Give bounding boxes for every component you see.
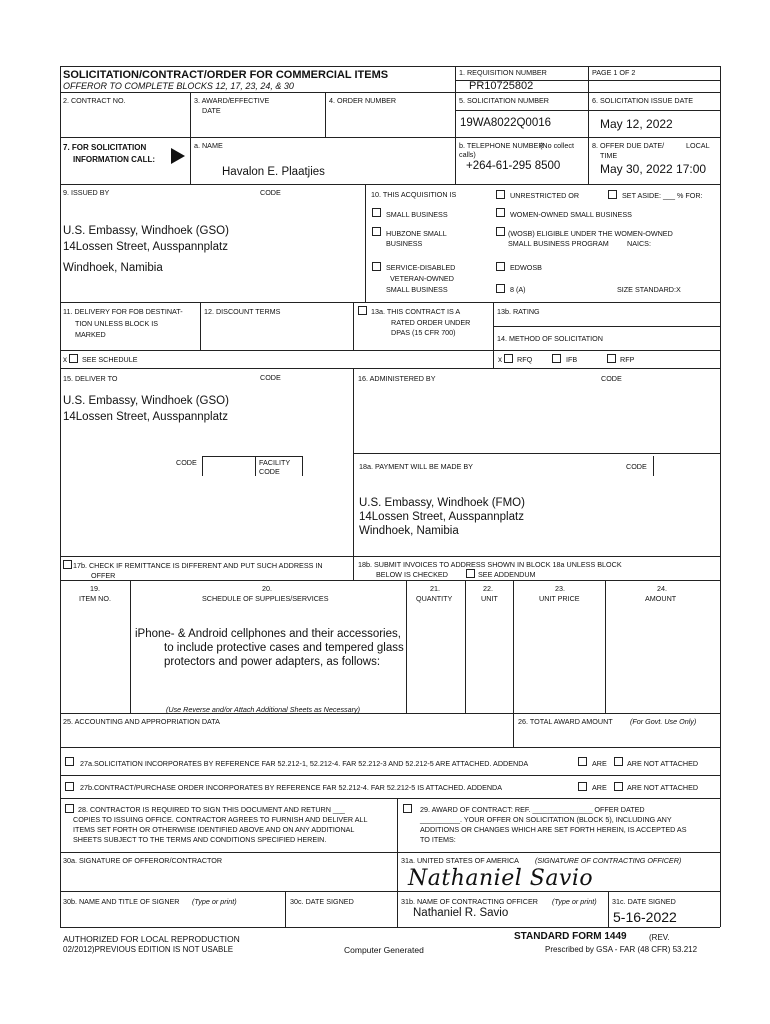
page-label: PAGE 1 OF 2 [592, 68, 636, 77]
administered-label: 16. ADMINISTERED BY [358, 374, 436, 383]
contact-phone: +264-61-295 8500 [466, 160, 561, 172]
ifb-checkbox[interactable] [552, 354, 561, 363]
28-line-2: COPIES TO ISSUING OFFICE. CONTRACTOR AGREES TO FURNISH AND DELIVER ALL [73, 815, 368, 824]
footer-sf: STANDARD FORM 1449 [514, 931, 627, 942]
rule [493, 302, 494, 368]
item-description-3: protectors and power adapters, as follows: [164, 656, 381, 668]
requisition-label: 1. REQUISITION NUMBER [459, 68, 547, 77]
see-schedule-label: SEE SCHEDULE [82, 355, 138, 364]
invoices-label-2: BELOW IS CHECKED [376, 570, 448, 579]
hubzone-label: HUBZONE SMALL [386, 229, 447, 238]
rule [60, 66, 720, 67]
29-line-1: 29. AWARD OF CONTRACT: REF. _______________ OFFER DATED [420, 805, 645, 814]
27a-not-checkbox[interactable] [614, 757, 623, 766]
29-line-3: ADDITIONS OR CHANGES WHICH ARE SET FORTH HEREIN, IS ACCEPTED AS [420, 825, 687, 834]
rule [60, 580, 720, 581]
rule [493, 326, 720, 327]
women-owned-checkbox[interactable] [496, 208, 505, 217]
date-signed-30c-label: 30c. DATE SIGNED [290, 897, 354, 906]
ifb-label: IFB [566, 355, 578, 364]
rfp-checkbox[interactable] [607, 354, 616, 363]
due-date-label-2: TIME [600, 151, 618, 160]
sdvosb-label: SERVICE-DISABLED [386, 263, 456, 272]
payment-line-2: 14Lossen Street, Ausspannplatz [359, 511, 524, 523]
hubzone-label-2: BUSINESS [386, 239, 423, 248]
phone-label-b: (No collect [540, 141, 574, 150]
27b-not-checkbox[interactable] [614, 782, 623, 791]
small-business-checkbox[interactable] [372, 208, 381, 217]
8a-label: 8 (A) [510, 285, 526, 294]
contact-name: Havalon E. Plaatjies [222, 166, 325, 178]
col-unit-num: 22. [483, 584, 493, 593]
rule [60, 891, 720, 892]
delivery-fob-label-2: TION UNLESS BLOCK IS [75, 319, 159, 328]
set-aside-checkbox[interactable] [608, 190, 617, 199]
sdvosb-label-3: SMALL BUSINESS [386, 285, 448, 294]
29-line-4: TO ITEMS: [420, 835, 456, 844]
rule [60, 747, 720, 748]
col-item-num: 19. [90, 584, 100, 593]
rule [60, 368, 720, 369]
rule [353, 368, 354, 580]
27b-are-checkbox[interactable] [578, 782, 587, 791]
deliver-line-1: U.S. Embassy, Windhoek (GSO) [63, 395, 229, 407]
contracting-officer-signature: Nathaniel Savio [408, 866, 594, 891]
deliver-line-2: 14Lossen Street, Ausspannplatz [63, 411, 228, 423]
27a-are-label: ARE [592, 759, 607, 768]
award-date-label: 3. AWARD/EFFECTIVE [194, 96, 270, 105]
delivery-fob-label: 11. DELIVERY FOR FOB DESTINAT- [63, 307, 183, 316]
discount-terms-label: 12. DISCOUNT TERMS [204, 307, 281, 316]
rule [60, 713, 720, 714]
contract-no-label: 2. CONTRACT NO. [63, 96, 126, 105]
issue-date: May 12, 2022 [600, 117, 673, 131]
info-call-label-2: INFORMATION CALL: [73, 155, 156, 164]
col-unit-price-label: UNIT PRICE [539, 594, 580, 603]
facility-label-2: CODE [259, 467, 280, 476]
accounting-label: 25. ACCOUNTING AND APPROPRIATION DATA [63, 717, 220, 726]
rule [325, 92, 326, 137]
rated-order-label: 13a. THIS CONTRACT IS A [371, 307, 461, 316]
signer-name-label: 30b. NAME AND TITLE OF SIGNER [63, 897, 180, 906]
28-line-3: ITEMS SET FORTH OR OTHERWISE IDENTIFIED ABOVE AND ON ANY ADDITIONAL [73, 825, 355, 834]
see-schedule-mark: x [63, 355, 67, 364]
col-unit-price-num: 23. [555, 584, 565, 593]
payment-line-1: U.S. Embassy, Windhoek (FMO) [359, 497, 525, 509]
col-amount-num: 24. [657, 584, 667, 593]
unrestricted-label: UNRESTRICTED OR [510, 191, 580, 200]
order-number-label: 4. ORDER NUMBER [329, 96, 397, 105]
phone-label-2: calls) [459, 150, 476, 159]
rule [202, 456, 203, 476]
deliver-code-label-2: CODE [176, 458, 197, 467]
rule [605, 580, 606, 713]
due-date-label-b: LOCAL [686, 141, 710, 150]
info-call-label: 7. FOR SOLICITATION [63, 143, 147, 152]
deliver-code-label: CODE [260, 373, 281, 382]
rule [353, 453, 720, 454]
total-award-label: 26. TOTAL AWARD AMOUNT [518, 717, 613, 726]
rule [653, 456, 654, 476]
28-line-4: SHEETS SUBJECT TO THE TERMS AND CONDITIONS SPECIFIED HEREIN. [73, 835, 327, 844]
issued-code-label: CODE [260, 188, 281, 197]
rule [60, 137, 720, 138]
phone-label: b. TELEPHONE NUMBER [459, 141, 544, 150]
due-date-label: 8. OFFER DUE DATE/ [592, 141, 665, 150]
edwosb-label: EDWOSB [510, 263, 542, 272]
rule [60, 775, 720, 776]
form-subtitle: OFFEROR TO COMPLETE BLOCKS 12, 17, 23, 24, & 30 [63, 81, 294, 91]
wosb-label: (WOSB) ELIGIBLE UNDER THE WOMEN-OWNED [508, 229, 673, 238]
col-item-label: ITEM NO. [79, 594, 111, 603]
footer-prescribed: Prescribed by GSA - FAR (48 CFR) 53.212 [545, 945, 698, 954]
rule [60, 350, 720, 351]
27b-checkbox[interactable] [65, 782, 74, 791]
rule [285, 891, 286, 927]
sdvosb-checkbox[interactable] [372, 262, 381, 271]
solicitation-number-label: 5. SOLICITATION NUMBER [459, 96, 549, 105]
remittance-label-2: OFFER [91, 571, 116, 580]
payment-line-3: Windhoek, Namibia [359, 525, 459, 537]
27a-label: 27a.SOLICITATION INCORPORATES BY REFERENCE FAR 52.212-1, 52.212-4. FAR 52.212-3 AND 52.212-5 ARE ATTACHED. ADDENDA [80, 759, 529, 768]
wosb-checkbox[interactable] [496, 227, 505, 236]
col-unit-label: UNIT [481, 594, 498, 603]
delivery-fob-label-3: MARKED [75, 330, 106, 339]
requisition-number: PR10725802 [469, 80, 534, 92]
women-owned-label: WOMEN-OWNED SMALL BUSINESS [510, 210, 632, 219]
acquisition-label: 10. THIS ACQUISITION IS [371, 190, 457, 199]
rule [720, 66, 721, 927]
issued-line-1: U.S. Embassy, Windhoek (GSO) [63, 225, 229, 237]
due-date: May 30, 2022 17:00 [600, 162, 707, 176]
item-description-1: iPhone- & Android cellphones and their accessories, [135, 628, 401, 640]
addendum-checkbox[interactable] [466, 569, 475, 578]
27a-are-checkbox[interactable] [578, 757, 587, 766]
rule [60, 184, 720, 185]
col-schedule-num: 20. [262, 584, 272, 593]
edwosb-checkbox[interactable] [496, 262, 505, 271]
rule [455, 66, 456, 184]
form-title: SOLICITATION/CONTRACT/ORDER FOR COMMERCIAL ITEMS [63, 69, 389, 81]
solicitation-number: 19WA8022Q0016 [460, 117, 552, 129]
size-standard-label: SIZE STANDARD:X [617, 285, 681, 294]
signer-name-note: (Type or print) [192, 897, 237, 906]
name-label: a. NAME [194, 141, 223, 150]
27b-are-label: ARE [592, 783, 607, 792]
rule [588, 66, 589, 184]
rated-order-label-3: DPAS (15 CFR 700) [391, 328, 456, 337]
rated-order-checkbox[interactable] [358, 306, 367, 315]
issue-date-label: 6. SOLICITATION ISSUE DATE [592, 96, 694, 105]
rule [353, 302, 354, 350]
method-label: 14. METHOD OF SOLICITATION [497, 334, 603, 343]
issued-line-2: 14Lossen Street, Ausspannplatz [63, 241, 228, 253]
rule [60, 852, 720, 853]
date-signed-31c: 5-16-2022 [613, 909, 677, 925]
rule [60, 302, 720, 303]
deliver-to-label: 15. DELIVER TO [63, 374, 118, 383]
signature-offeror-label: 30a. SIGNATURE OF OFFEROR/CONTRACTOR [63, 856, 223, 865]
col-schedule-label: SCHEDULE OF SUPPLIES/SERVICES [202, 594, 329, 603]
officer-name-label: 31b. NAME OF CONTRACTING OFFICER [401, 897, 538, 906]
officer-name: Nathaniel R. Savio [413, 907, 509, 919]
footer-computer: Computer Generated [344, 945, 424, 955]
total-award-note: (For Govt. Use Only) [630, 717, 697, 726]
rule [406, 580, 407, 713]
rule [397, 798, 398, 927]
29-line-2: __________. YOUR OFFER ON SOLICITATION (BLOCK 5), INCLUDING ANY [420, 815, 672, 824]
rfq-checkbox[interactable] [504, 354, 513, 363]
small-business-label: SMALL BUSINESS [386, 210, 448, 219]
col-quantity-label: QUANTITY [416, 594, 453, 603]
rfq-mark: x [498, 355, 502, 364]
signature-usa-label: 31a. UNITED STATES OF AMERICA [401, 856, 519, 865]
28-line-1: 28. CONTRACTOR IS REQUIRED TO SIGN THIS DOCUMENT AND RETURN ___ [78, 805, 345, 814]
rule [200, 302, 201, 350]
date-signed-31c-label: 31c. DATE SIGNED [612, 897, 676, 906]
footer-rev: (REV. [649, 933, 670, 942]
rfp-label: RFP [620, 355, 635, 364]
attach-note: (Use Reverse and/or Attach Additional Sheets as Necessary) [166, 705, 361, 714]
27a-not-label: ARE NOT ATTACHED [627, 759, 699, 768]
naics-label: NAICS: [627, 239, 651, 248]
award-date-label-2: DATE [202, 106, 221, 115]
rule [365, 184, 366, 302]
rfq-label: RFQ [517, 355, 533, 364]
issued-line-3: Windhoek, Namibia [63, 262, 163, 274]
see-schedule-checkbox[interactable] [69, 354, 78, 363]
rule [60, 66, 61, 927]
remittance-label: 17b. CHECK IF REMITTANCE IS DIFFERENT AND PUT SUCH ADDRESS IN [73, 561, 323, 570]
issued-by-label: 9. ISSUED BY [63, 188, 110, 197]
29-checkbox[interactable] [403, 804, 412, 813]
rule [130, 580, 131, 713]
officer-name-note: (Type or print) [552, 897, 597, 906]
facility-label: FACILITY [259, 458, 291, 467]
item-description-2: to include protective cases and tempered glass [164, 642, 404, 654]
administered-code-label: CODE [601, 374, 622, 383]
rule [190, 92, 191, 137]
col-quantity-num: 21. [430, 584, 440, 593]
8a-checkbox[interactable] [496, 284, 505, 293]
unrestricted-checkbox[interactable] [496, 190, 505, 199]
payment-code-label: CODE [626, 462, 647, 471]
rated-order-label-2: RATED ORDER UNDER [391, 318, 471, 327]
rating-label: 13b. RATING [497, 307, 540, 316]
payment-label: 18a. PAYMENT WILL BE MADE BY [359, 462, 473, 471]
addendum-label: SEE ADDENDUM [478, 570, 536, 579]
rule [60, 556, 720, 557]
27a-checkbox[interactable] [65, 757, 74, 766]
invoices-label: 18b. SUBMIT INVOICES TO ADDRESS SHOWN IN BLOCK 18a UNLESS BLOCK [358, 560, 622, 569]
remittance-checkbox[interactable] [63, 560, 72, 569]
27b-label: 27b.CONTRACT/PURCHASE ORDER INCORPORATES BY REFERENCE FAR 52.212-4. FAR 52.212-5 IS ATTACHED. ADDENDA [80, 783, 503, 792]
rule [513, 580, 514, 747]
footer-auth: AUTHORIZED FOR LOCAL REPRODUCTION [63, 934, 240, 944]
rule [60, 927, 720, 928]
rule [202, 456, 302, 457]
rule [190, 137, 191, 184]
wosb-label-2: SMALL BUSINESS PROGRAM [508, 239, 609, 248]
hubzone-checkbox[interactable] [372, 227, 381, 236]
arrow-right-icon [171, 148, 185, 164]
signature-usa-note: (SIGNATURE OF CONTRACTING OFFICER) [535, 856, 682, 865]
set-aside-label: SET ASIDE: ___ % FOR: [622, 191, 703, 200]
rule [60, 798, 720, 799]
col-amount-label: AMOUNT [645, 594, 677, 603]
28-checkbox[interactable] [65, 804, 74, 813]
rule [302, 456, 303, 476]
rule [608, 891, 609, 927]
rule [60, 92, 720, 93]
sdvosb-label-2: VETERAN-OWNED [390, 274, 454, 283]
27b-not-label: ARE NOT ATTACHED [627, 783, 699, 792]
footer-prev: 02/2012)PREVIOUS EDITION IS NOT USABLE [63, 945, 234, 954]
rule [255, 456, 256, 476]
rule [465, 580, 466, 713]
